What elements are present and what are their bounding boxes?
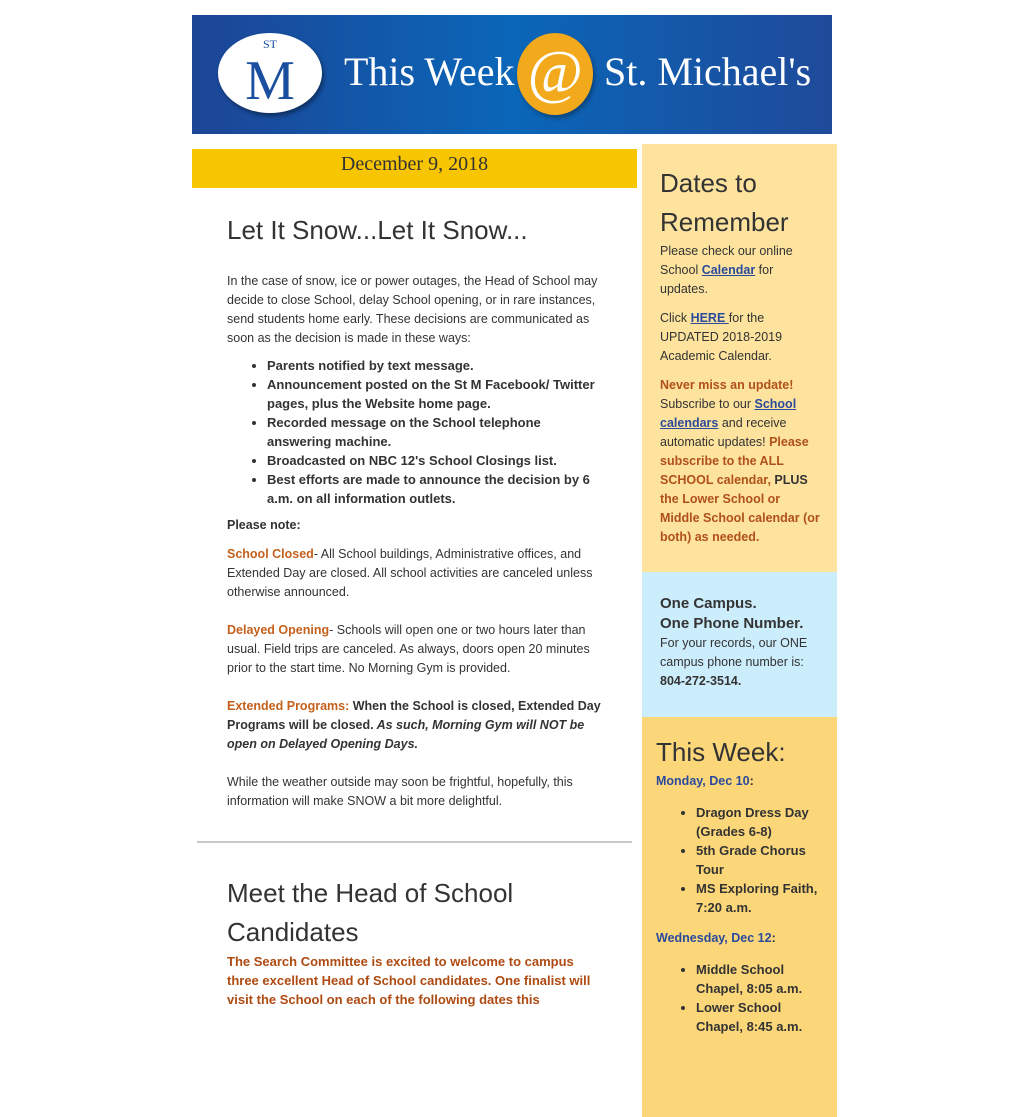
school-calendars-link[interactable]: School calendars (660, 397, 797, 430)
list-item: • Recorded message on the School telephone answering machine. (267, 413, 605, 451)
day-events (656, 803, 826, 917)
article-intro: The Search Committee is excited to welcome to campus three excellent Head of School candidates. One finalist will visit the School on each of the following dates this (227, 954, 591, 1007)
list-item: • Broadcasted on NBC 12's School Closings list. (267, 451, 605, 470)
list-item: • 5th Grade Chorus Tour (696, 841, 826, 879)
delayed-text: - Schools will open one or two hours later than usual. Field trips are canceled. As always, doors open 20 minutes prior to the start time. No Morning Gym is provided. (227, 623, 590, 675)
this-week-panel (642, 717, 837, 1117)
at-symbol-icon: @ (517, 33, 593, 115)
section-divider (197, 841, 632, 843)
closed-text: - All School buildings, Administrative offices, and Extended Day are closed. All school activities are canceled unless otherwise announced. (227, 547, 593, 599)
list-item: • Dragon Dress Day (Grades 6-8) (696, 803, 826, 841)
panel-title: Dates to Remember (660, 168, 789, 237)
article-title: Meet the Head of School Candidates (227, 878, 514, 947)
article-candidates (227, 874, 605, 1009)
here-link[interactable]: HERE (690, 311, 729, 325)
delayed-paragraph (227, 621, 605, 678)
campus-phone: 804-272-3514. (660, 674, 742, 688)
delayed-label: Delayed Opening (227, 623, 330, 637)
sidebar (642, 144, 837, 1117)
subscribe-paragraph: Never miss an update! Subscribe to our School calendars and receive automatic updates! Please subscribe to the ALL SCHOOL calendar, PLUS the Lower School or Middle School calendar (or both) as needed. (660, 378, 820, 544)
issue-date: December 9, 2018 (192, 149, 637, 188)
main-column (192, 210, 637, 1009)
extended-label: Extended Programs: (227, 699, 350, 713)
header-banner (192, 15, 832, 134)
list-item: • MS Exploring Faith, 7:20 a.m. (696, 879, 826, 917)
closed-label: School Closed (227, 547, 314, 561)
list-item: • Lower School Chapel, 8:45 a.m. (696, 998, 826, 1036)
banner-title-left: This Week (344, 49, 515, 94)
logo-m-text: M (245, 50, 295, 112)
article-snow (227, 210, 605, 811)
day-heading: Wednesday, Dec 12: (656, 931, 776, 945)
panel-title: This Week: (656, 737, 786, 767)
note-label: Please note: (227, 518, 301, 532)
list-item: • Best efforts are made to announce the decision by 6 a.m. on all information outlets. (267, 470, 605, 508)
calendar-link[interactable]: Calendar (701, 263, 756, 277)
day-events (656, 960, 826, 1036)
campus-phone-panel (642, 572, 837, 717)
closing-paragraph: While the weather outside may soon be frightful, hopefully, this information will make SNOW a bit more delightful. (227, 775, 573, 808)
dates-to-remember-panel (642, 144, 837, 572)
day-heading: Monday, Dec 10: (656, 774, 754, 788)
campus-line1: One Campus. (660, 595, 757, 612)
campus-text: For your records, our ONE campus phone number is: (660, 636, 808, 669)
extended-bold: When the School is closed, Extended Day Programs will be closed. (227, 699, 601, 732)
notification-list (227, 356, 605, 508)
school-closed-paragraph (227, 545, 605, 602)
article-intro: In the case of snow, ice or power outages, the Head of School may decide to close School, delay School opening, or in rare instances, send students home early. These decisions are communicated as soon as the decision is made in these ways: (227, 274, 598, 345)
logo-st-text: ST (262, 37, 277, 51)
list-item: • Middle School Chapel, 8:05 a.m. (696, 960, 826, 998)
extended-paragraph (227, 697, 605, 754)
list-item: • Parents notified by text message. (267, 356, 605, 375)
academic-calendar-paragraph: Click HERE for the UPDATED 2018-2019 Academic Calendar. (660, 311, 783, 363)
calendar-paragraph: Please check our online School Calendar for updates. (660, 244, 793, 296)
campus-line2: One Phone Number. (660, 615, 804, 632)
list-item: • Announcement posted on the St M Facebook/ Twitter pages, plus the Website home page. (267, 375, 605, 413)
school-logo (218, 33, 322, 113)
banner-title-right: St. Michael's (604, 49, 812, 94)
extended-italic: As such, Morning Gym will NOT be open on Delayed Opening Days. (227, 718, 585, 751)
article-title: Let It Snow...Let It Snow... (227, 215, 528, 245)
